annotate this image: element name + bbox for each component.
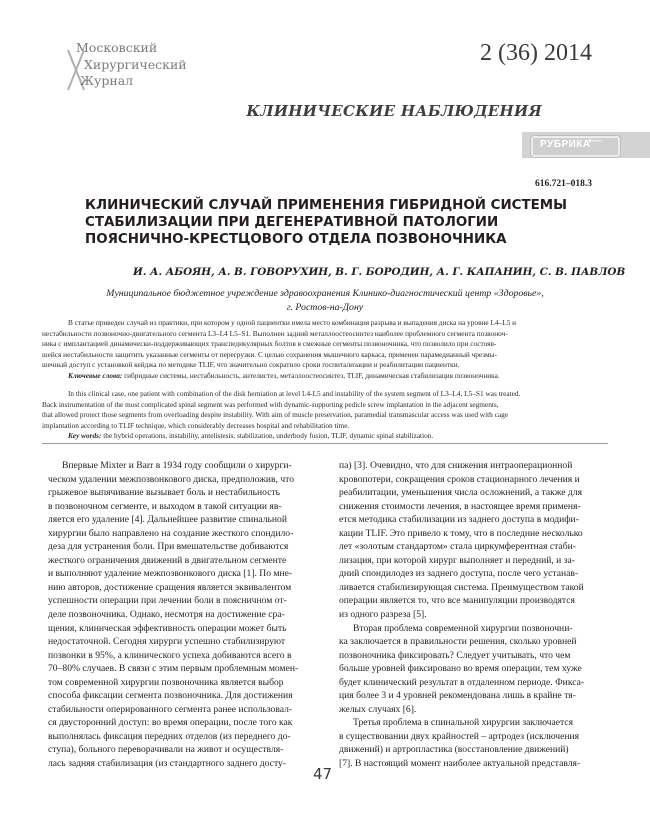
paragraph-line: деза для устранения боли. При вмешательстве добиваются [48,541,289,553]
paragraph-line: будет клинический результат в отдаленном периоде. Фикса- [339,676,585,688]
authors: И. А. АБОЯН, А. В. ГОВОРУХИН, В. Г. БОРОДИН, А. Г. КАПАНИН, С. В. ПАВЛОВ [133,266,626,278]
abstract-line: шечный доступ с установкой кейджа по методике TLIF, что значительно сократило сроки госпитализации и реабилитации пациентки. [42,360,460,370]
paragraph-line: снижения стоимости лечения, в настоящее время применя- [339,500,581,512]
paragraph-line: операции является то, что все манипуляции производятся [339,595,575,607]
paragraph-line: дний спондилодез из заднего доступа, после чего устанав- [339,568,579,580]
abstract-line: implantation according to TLIF technique, which considerably decreases hospital and rehabilitation time. [42,420,350,430]
paragraph-line: успешности операции при лечении боли в поясничном от- [48,595,287,607]
affiliation-line: г. Ростов-на-Дону [286,302,364,313]
affiliation-line: Муниципальное бюджетное учреждение здравоохранения Клинико-диагностический центр «Здоровье», [106,288,544,299]
abstract-line: that allowed protect those segments from overloading despite instability. With aim of muscle preservation, paramedial transmascular access was used with cage [42,410,508,420]
paragraph-line: позвонки в 95%, а клинического успеха добиваются всего в [48,649,292,661]
paragraph-line: кровопотери, сокращения сроков стационарного лечения и [339,473,580,485]
article-title [85,197,565,248]
abstract-line: ника с имплантацией динамически-поддерживающих транспедикулярных болтов в смежные сегменты позвоночника, что позволило при состояв- [42,339,497,349]
abstract-english [42,389,608,442]
paragraph-line: в позвоночном сегменте, и выходом в такой ситуации яв- [48,500,282,512]
paragraph-line: кации TLIF. Это привело к тому, что в последние несколько [339,527,583,539]
keywords-text: the hybrid operations, instability, antelistesis, stabilization, underbody fusion, TLIF, dynamic spinal stabilization. [103,431,434,441]
title-line: КЛИНИЧЕСКИЙ СЛУЧАЙ ПРИМЕНЕНИЯ ГИБРИДНОЙ СИСТЕМЫ [85,198,567,213]
paragraph-line: ется методика стабилизации из заднего доступа в модифи- [339,514,579,526]
paragraph-line: в существовании двух крайностей – артродез (исключения [339,730,580,742]
abstract-line: In this clinical case, one patient with combination of the disk herniation at level L4-L5 and instability of the system segment of L3–L4, L5–S1 was treated. [68,389,521,398]
paragraph-line: ливается стабилизирующая система. Преимуществом такой [339,581,584,593]
logo-line-3: Журнал [80,73,134,88]
paragraph-line: недостаточной. Сегодня хирурги успешно стабилизируют [48,636,286,648]
keywords-ru [42,371,608,382]
paragraph-line: [7]. В настоящий момент наиболее актуальной представля- [339,758,581,770]
keywords-label: Key words: [68,431,102,441]
paragraph-line: способа фиксации сегмента позвоночника. Для достижения [48,690,293,702]
paragraph-line: желых случаях [6]. [339,703,417,715]
keywords-label: Ключевые слова: [68,370,123,380]
paragraph-line: щения, клиническая эффективность операции может быть [48,622,287,634]
section-divider [42,443,608,444]
paragraph-line: ция более 3 и 4 уровней рекомендована лишь в крайне тя- [339,690,576,702]
title-line: ПОЯСНИЧНО-КРЕСТЦОВОГО ОТДЕЛА ПОЗВОНОЧНИКА [85,232,507,247]
keywords-text: гибридные системы, нестабильность, антелистез, металлоостеосинтез, TLIF, динамическая стабилизация позвоночника. [124,370,500,380]
paragraph-line: ляется его удаление [4]. Дальнейшее развитие спинальной [48,514,287,526]
paragraph-line: ческом удалении межпозвонкового диска, предположив, что [48,473,295,485]
abstract-line: шейся нестабильности защитить указанные сегменты от перегрузки. С целью сохранения мышечного каркаса, применен парамедианный чрезмы- [42,349,497,359]
paragraph-line: Третья проблема в спинальной хирургии заключается [353,717,573,729]
paragraph-line: движений) и артропластика (восстановление движений) [339,744,569,756]
paragraph-line: нию авторов, достижение сращения является эквивалентом [48,581,292,593]
issue-number: 2 (36) 2014 [480,40,592,66]
paragraph-line: лет «золотым стандартом» стала циркумферентная стаби- [339,541,576,553]
udc-code: 616.721–018.3 [535,179,592,189]
paragraph-line: ся двусторонний доступ: во время операции, после того как [48,717,293,729]
affiliation [90,287,560,315]
paragraph-line: лизация, при которой хирург выполняет и передний, и за- [339,554,575,566]
paragraph-line: реабилитации, уменьшения числа осложнений, а также для [339,487,583,499]
paragraph-line: деле позвоночника. Однако, несмотря на достижение сра- [48,609,285,621]
paragraph-line: грыжевое выпячивание вызывает боль и нестабильность [48,487,281,499]
paragraph-line: лась задняя стабилизация (из стандартного заднего досту- [48,758,287,770]
abstract-russian [42,318,608,382]
paragraph-line: 70–80% случаев. В связи с этим первым проблемным момен- [48,663,299,675]
keywords-en [42,431,608,442]
return-arrow-icon: ⟵ [588,136,603,147]
paragraph-line: больше уровней фиксировано во время операции, тем хуже [339,663,582,675]
paragraph-line: хирургии было направлено на создание жесткого спондило- [48,527,294,539]
paragraph-line: Впервые Mixter и Barr в 1934 году сообщили о хирурги- [62,460,292,471]
abstract-line: В статье приведен случай из практики, при котором у одной пациентки имела место комбинация разрыва и выпадения диска на уровне L4–L5 и [68,318,517,327]
paragraph-line: выполнялась фиксация передних отделов (из переднего до- [48,730,291,742]
paragraph-line: том современной хирургии позвоночника является выбор [48,676,284,688]
paragraph-line: и выполняют удаление межпозвонкового диска [1]. По мне- [48,568,293,580]
rubric-label: РУБРИКА [540,139,591,150]
paragraph-line: из одного разреза [5]. [339,609,427,621]
abstract-line: Back instrumentation of the most complicated spinal segment was performed with dynamic-supporting pedicle screw implantation in the adjacent segments, [42,399,499,409]
paragraph-line: стабильности оперированного сегмента ранее использовал- [48,703,293,715]
page-number: 47 [313,765,333,783]
journal-logo [62,40,187,92]
paragraph-line: ка заключается в правильности решения, сколько уровней [339,636,577,648]
section-title: КЛИНИЧЕСКИЕ НАБЛЮДЕНИЯ [246,102,542,120]
title-line: СТАБИЛИЗАЦИИ ПРИ ДЕГЕНЕРАТИВНОЙ ПАТОЛОГИИ [85,215,499,230]
paragraph-line: жесткого ограничения движений в двигательном сегменте [48,554,287,566]
paragraph-line: Вторая проблема современной хирургии позвоночни- [353,622,573,634]
logo-line-2: Хирургический [84,57,187,72]
body-column-left [48,459,310,771]
paragraph-line: ступа), больного переворачивали на живот и осуществля- [48,744,284,756]
paragraph-line: па) [3]. Очевидно, что для снижения интраоперационной [339,460,573,471]
abstract-line: нестабильности позвоночно-двигательного сегмента L3–L4 L5–S1. Выполнен задний металлоостеосинтез наиболее проблемного сегмента позвоноч- [42,328,508,338]
logo-line-1: Московский [76,40,158,55]
body-column-right [339,459,601,771]
paragraph-line: позвоночника фиксировать? Следует учитывать, что чем [339,649,571,661]
